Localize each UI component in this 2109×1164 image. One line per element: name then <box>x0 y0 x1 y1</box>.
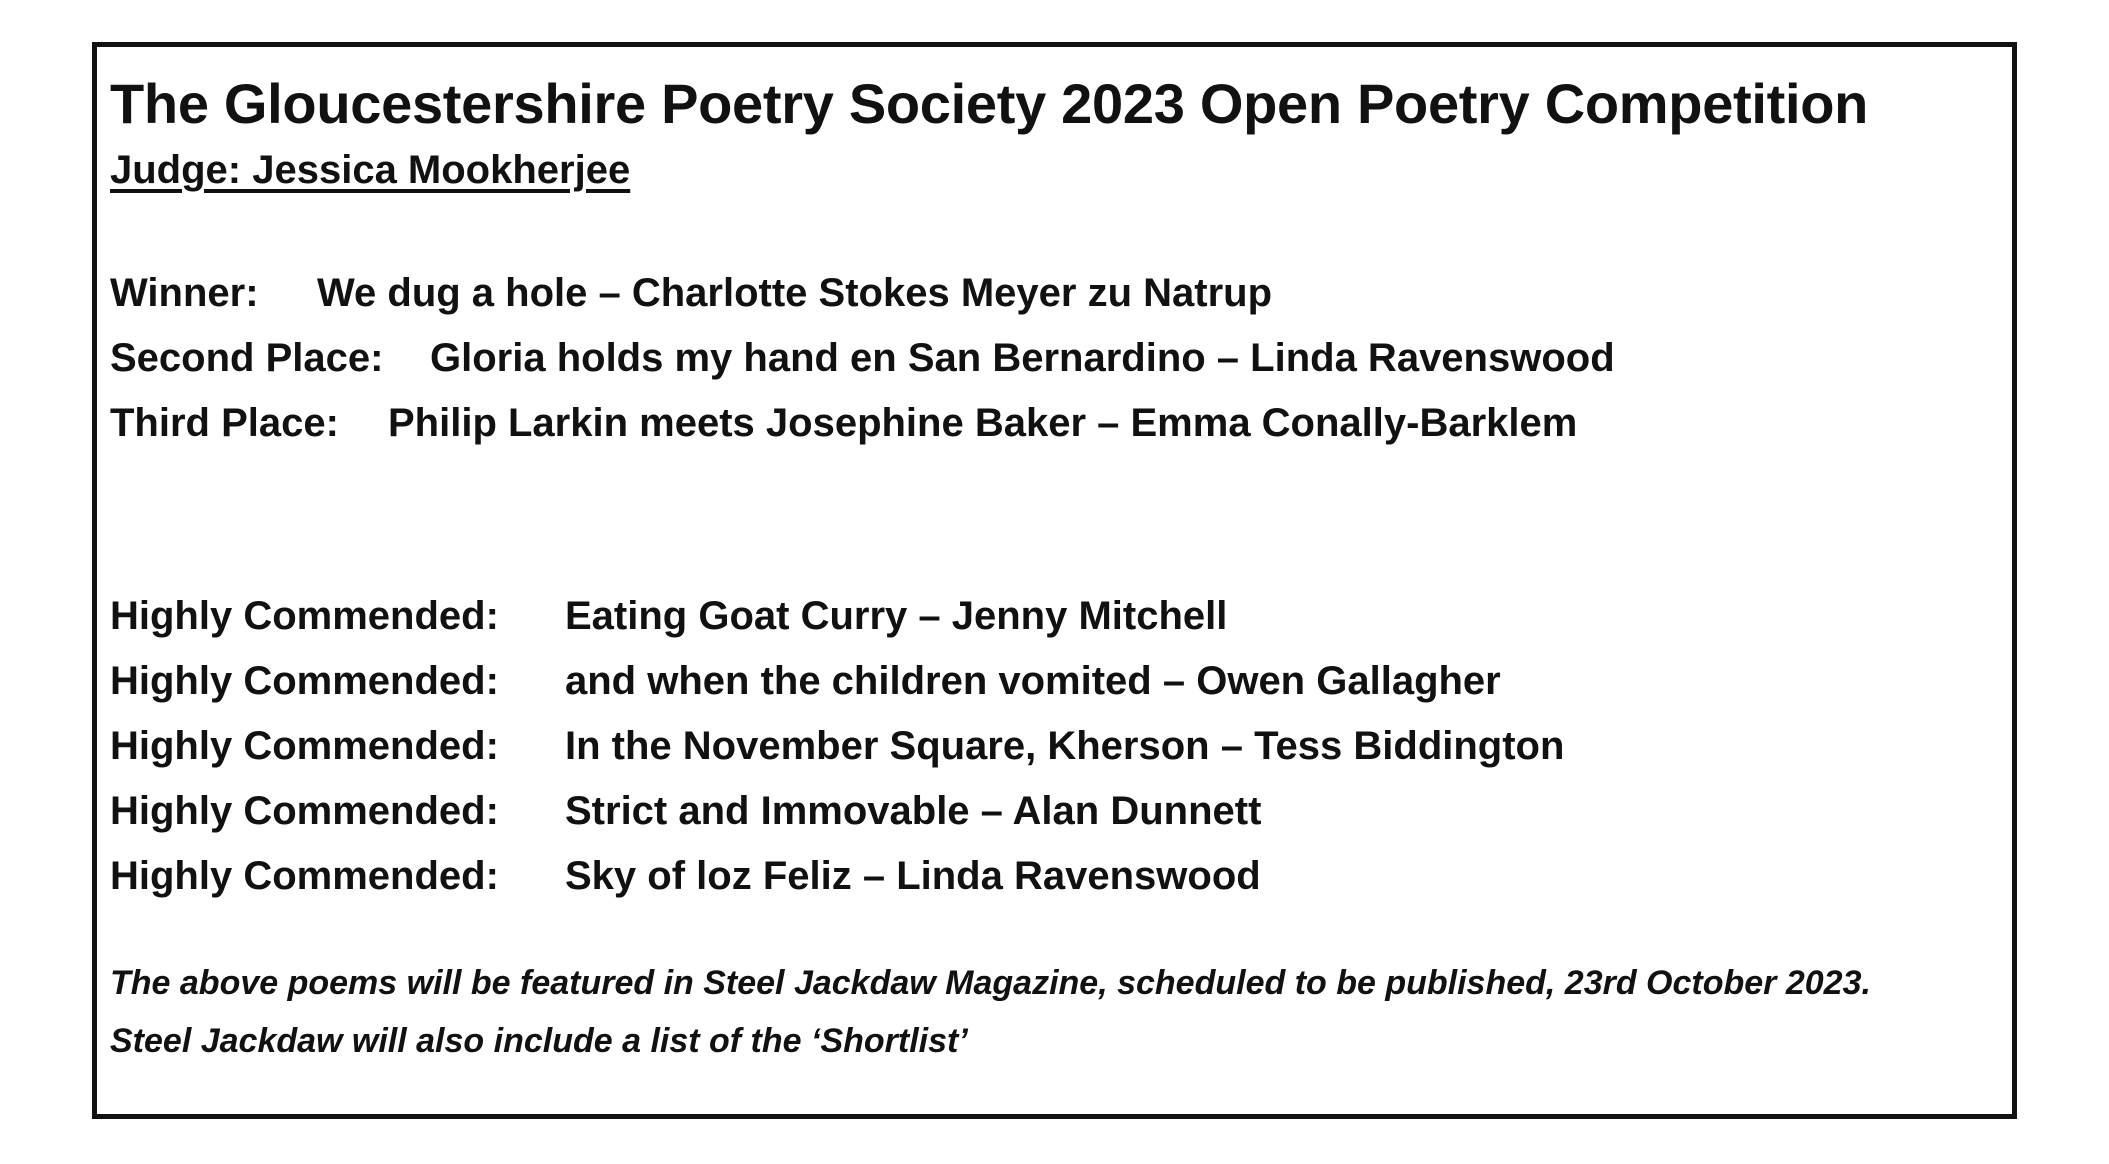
commendation-label: Highly Commended: <box>110 724 499 768</box>
commendation-entry: Strict and Immovable – Alan Dunnett <box>565 789 1262 833</box>
third-place-row <box>110 391 1615 456</box>
placing-label: Second Place: <box>110 336 384 380</box>
judge-line: Judge: Jessica Mookherjee <box>110 148 631 192</box>
commendation-label: Highly Commended: <box>110 854 499 898</box>
highly-commended-row <box>110 714 1564 779</box>
placing-entry: Gloria holds my hand en San Bernardino – Linda Ravenswood <box>430 336 1615 380</box>
placing-label: Winner: <box>110 271 259 315</box>
commendation-entry: Sky of loz Feliz – Linda Ravenswood <box>565 854 1261 898</box>
commendation-label: Highly Commended: <box>110 789 499 833</box>
highly-commended-row <box>110 844 1564 909</box>
placing-entry: Philip Larkin meets Josephine Baker – Emma Conally-Barklem <box>388 401 1578 445</box>
commendation-entry: and when the children vomited – Owen Gallagher <box>565 659 1501 703</box>
second-place-row <box>110 326 1615 391</box>
commendation-entry: Eating Goat Curry – Jenny Mitchell <box>565 594 1228 638</box>
commendation-label: Highly Commended: <box>110 594 499 638</box>
placing-label: Third Place: <box>110 401 339 445</box>
publication-note <box>110 954 1871 1070</box>
highly-commended-row <box>110 584 1564 649</box>
winner-row <box>110 261 1615 326</box>
placings-list <box>110 261 1615 456</box>
commendation-label: Highly Commended: <box>110 659 499 703</box>
commendation-entry: In the November Square, Kherson – Tess Biddington <box>565 724 1565 768</box>
highly-commended-row <box>110 649 1564 714</box>
highly-commended-row <box>110 779 1564 844</box>
highly-commended-list <box>110 584 1564 909</box>
placing-entry: We dug a hole – Charlotte Stokes Meyer zu Natrup <box>317 271 1272 315</box>
document-content <box>110 66 2000 1060</box>
document-title: The Gloucestershire Poetry Society 2023 Open Poetry Competition <box>110 72 1869 135</box>
note-line: The above poems will be featured in Steel Jackdaw Magazine, scheduled to be published, 23rd October 2023. <box>110 964 1871 1002</box>
note-line: Steel Jackdaw will also include a list of the ‘Shortlist’ <box>110 1022 968 1060</box>
